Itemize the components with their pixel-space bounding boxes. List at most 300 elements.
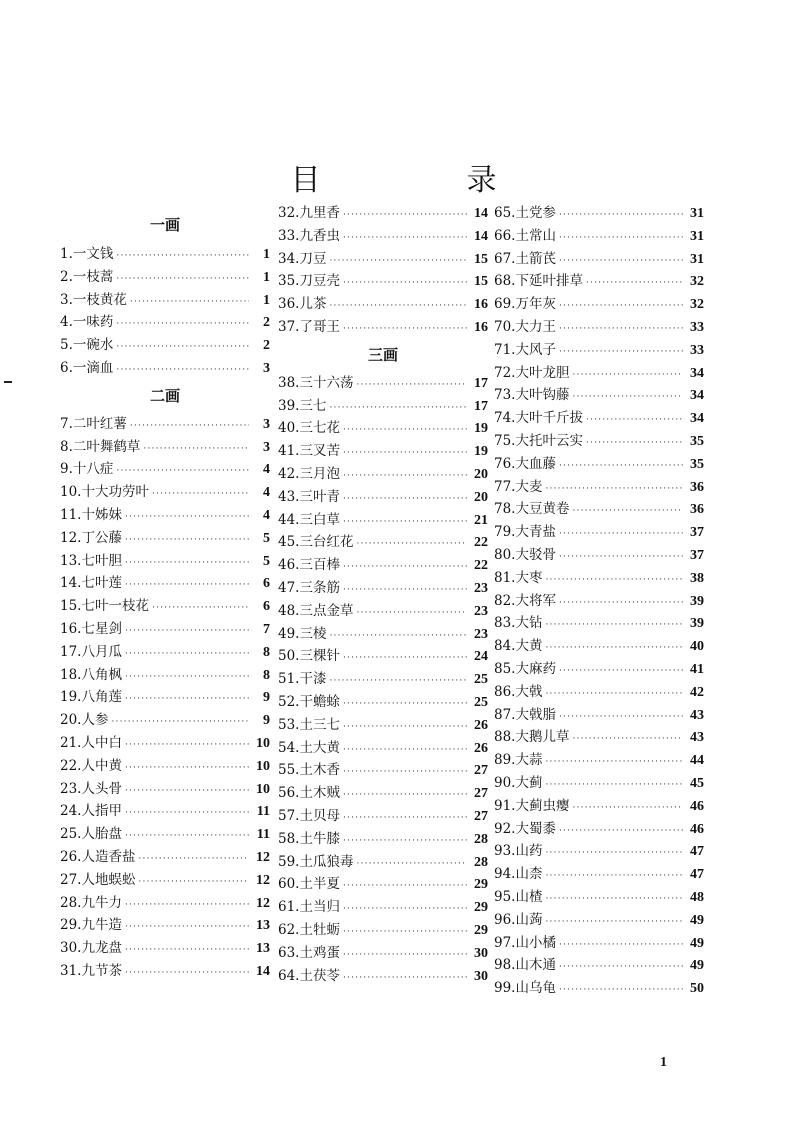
entry-page-number: 29 — [474, 922, 488, 938]
toc-entry[interactable] — [60, 527, 270, 550]
entry-title: 土牛膝 — [299, 830, 340, 847]
entry-number: 16. — [60, 620, 82, 637]
entry-title: 人中黄 — [81, 757, 122, 774]
entry-number: 12. — [60, 529, 82, 546]
dot-leader — [545, 842, 683, 865]
dot-leader — [559, 820, 683, 843]
dot-leader — [343, 830, 467, 853]
dot-leader — [559, 455, 683, 478]
dot-leader — [125, 894, 249, 917]
dot-leader — [138, 871, 249, 894]
toc-entry[interactable] — [60, 311, 270, 334]
dot-leader — [559, 318, 683, 341]
entry-title: 大麻药 — [515, 660, 556, 677]
entry-number: 73. — [494, 387, 516, 404]
entry-page-number: 9 — [263, 690, 270, 706]
dot-leader — [343, 944, 467, 967]
entry-page-number: 36 — [690, 479, 704, 495]
entry-title: 九香虫 — [299, 227, 340, 244]
entry-page-number: 30 — [474, 945, 488, 961]
toc-entry[interactable] — [60, 800, 270, 823]
entry-number: 62. — [278, 921, 300, 938]
dot-leader — [111, 711, 249, 734]
toc-entry[interactable] — [60, 357, 270, 380]
dot-leader — [116, 245, 249, 268]
toc-entry[interactable] — [494, 362, 704, 385]
toc-entry[interactable] — [494, 498, 704, 521]
entry-page-number: 39 — [690, 616, 704, 632]
dot-leader — [343, 488, 467, 511]
entry-title: 山楂 — [515, 888, 543, 905]
dot-leader — [356, 602, 467, 625]
entry-page-number: 46 — [690, 798, 704, 814]
entry-number: 75. — [494, 432, 516, 449]
toc-entry[interactable] — [278, 531, 488, 554]
entry-title: 九节茶 — [81, 962, 122, 979]
entry-number: 46. — [278, 557, 300, 574]
dot-leader — [343, 647, 467, 670]
dot-leader — [343, 227, 467, 250]
entry-page-number: 32 — [690, 297, 704, 313]
entry-number: 59. — [278, 853, 300, 870]
entry-title: 三棵针 — [299, 648, 340, 665]
toc-entry[interactable] — [60, 892, 270, 915]
toc-entry[interactable] — [60, 755, 270, 778]
entry-title: 儿茶 — [299, 296, 327, 313]
toc-entry[interactable] — [278, 668, 488, 691]
entry-page-number: 43 — [690, 707, 704, 723]
dot-leader — [116, 460, 249, 483]
entry-title: 土常山 — [515, 227, 556, 244]
toc-entry[interactable] — [278, 225, 488, 248]
dot-leader — [586, 432, 683, 455]
entry-page-number: 32 — [690, 274, 704, 290]
entry-number: 56. — [278, 785, 300, 802]
entry-title: 大麦 — [515, 478, 543, 495]
toc-column-3 — [494, 202, 704, 1000]
entry-number: 42. — [278, 465, 300, 482]
entry-number: 41. — [278, 443, 300, 460]
toc-entry[interactable] — [278, 417, 488, 440]
entry-page-number: 37 — [690, 547, 704, 563]
entry-number: 40. — [278, 420, 300, 437]
entry-number: 32. — [278, 205, 300, 221]
toc-entry[interactable] — [60, 266, 270, 289]
entry-title: 山蒟 — [515, 911, 543, 928]
entry-title: 大托叶云实 — [515, 432, 583, 449]
dot-leader — [545, 751, 683, 774]
toc-entry[interactable] — [278, 293, 488, 316]
entry-title: 三叶青 — [299, 488, 340, 505]
toc-entry[interactable] — [60, 664, 270, 687]
entry-number: 2. — [60, 268, 73, 285]
toc-entry[interactable] — [60, 914, 270, 937]
toc-entry[interactable] — [494, 772, 704, 795]
dot-leader — [343, 784, 467, 807]
entry-number: 7. — [60, 415, 73, 432]
dot-leader — [545, 478, 683, 501]
entry-number: 84. — [494, 638, 516, 655]
dot-leader — [125, 916, 249, 939]
entry-title: 一枝黄花 — [72, 291, 127, 308]
toc-entry[interactable] — [60, 869, 270, 892]
entry-page-number: 3 — [263, 439, 270, 455]
entry-number: 3. — [60, 291, 73, 308]
entry-page-number: 50 — [690, 981, 704, 997]
entry-number: 21. — [60, 734, 82, 751]
toc-entry[interactable] — [494, 270, 704, 293]
entry-title: 大蓟 — [515, 774, 543, 791]
entry-page-number: 17 — [474, 375, 488, 391]
entry-number: 74. — [494, 410, 516, 427]
toc-entry[interactable] — [60, 937, 270, 960]
toc-entry[interactable] — [278, 554, 488, 577]
entry-title: 十八症 — [72, 461, 114, 478]
toc-entry[interactable] — [60, 686, 270, 709]
toc-entry[interactable] — [494, 293, 704, 316]
entry-title: 土茯苓 — [299, 967, 340, 984]
entry-number: 27. — [60, 871, 82, 888]
dot-leader — [116, 359, 249, 382]
entry-number: 94. — [494, 866, 516, 883]
entry-number: 89. — [494, 752, 516, 769]
toc-entry[interactable] — [60, 413, 270, 436]
dot-leader — [343, 318, 467, 341]
entry-title: 土半夏 — [299, 876, 340, 893]
entry-page-number: 27 — [474, 763, 488, 779]
entry-number: 6. — [60, 359, 73, 376]
entry-number: 47. — [278, 579, 300, 596]
dot-leader — [559, 341, 683, 364]
dot-leader — [125, 825, 249, 848]
entry-page-number: 28 — [474, 854, 488, 870]
entry-title: 三叉苦 — [299, 443, 340, 460]
entry-title: 大叶千斤拔 — [515, 410, 583, 427]
entry-number: 25. — [60, 826, 82, 843]
toc-entry[interactable] — [60, 458, 270, 481]
toc-entry[interactable] — [278, 270, 488, 293]
dot-leader — [125, 574, 249, 597]
dot-leader — [356, 533, 467, 556]
entry-title: 三七 — [299, 397, 327, 414]
toc-entry[interactable] — [494, 749, 704, 772]
entry-number: 57. — [278, 807, 300, 824]
dot-leader — [545, 637, 683, 660]
toc-entry[interactable] — [60, 436, 270, 459]
entry-title: 丁公藤 — [81, 529, 122, 546]
entry-title: 三百棒 — [299, 557, 340, 574]
toc-entry[interactable] — [60, 481, 270, 504]
entry-page-number: 3 — [263, 416, 270, 432]
toc-entry[interactable] — [278, 463, 488, 486]
toc-entry[interactable] — [494, 202, 704, 225]
toc-entry[interactable] — [278, 691, 488, 714]
toc-entry[interactable] — [60, 504, 270, 527]
toc-entry[interactable] — [494, 225, 704, 248]
dot-leader — [545, 911, 683, 934]
entry-page-number: 49 — [690, 958, 704, 974]
entry-page-number: 17 — [474, 398, 488, 414]
toc-entry[interactable] — [60, 595, 270, 618]
toc-entry[interactable] — [60, 732, 270, 755]
dot-leader — [329, 670, 467, 693]
toc-entry[interactable] — [278, 623, 488, 646]
entry-title: 一滴血 — [72, 359, 114, 376]
entry-number: 91. — [494, 797, 516, 814]
entry-number: 71. — [494, 341, 516, 358]
entry-number: 22. — [60, 757, 82, 774]
entry-page-number: 4 — [263, 507, 270, 523]
entry-page-number: 27 — [474, 808, 488, 824]
toc-entry[interactable] — [60, 778, 270, 801]
toc-entry[interactable] — [494, 635, 704, 658]
toc-entry[interactable] — [494, 248, 704, 271]
dot-leader — [559, 592, 683, 615]
toc-entry[interactable] — [60, 641, 270, 664]
toc-entry[interactable] — [278, 782, 488, 805]
entry-title: 土贝母 — [299, 807, 340, 824]
toc-entry[interactable] — [494, 407, 704, 430]
entry-page-number: 1 — [263, 247, 270, 262]
entry-page-number: 22 — [474, 558, 488, 574]
entry-number: 64. — [278, 967, 300, 984]
entry-title: 土木贼 — [299, 785, 340, 802]
toc-entry[interactable] — [494, 977, 704, 1000]
entry-title: 三十六荡 — [299, 374, 354, 391]
entry-page-number: 49 — [690, 935, 704, 951]
entry-page-number: 10 — [256, 735, 270, 751]
dot-leader — [343, 556, 467, 579]
toc-entry[interactable] — [494, 453, 704, 476]
entry-title: 土鸡蛋 — [299, 944, 340, 961]
entry-title: 八月瓜 — [81, 643, 122, 660]
toc-entry[interactable] — [278, 805, 488, 828]
toc-entry[interactable] — [60, 618, 270, 641]
entry-page-number: 31 — [690, 206, 704, 221]
toc-entry[interactable] — [60, 243, 270, 266]
entry-page-number: 11 — [256, 804, 270, 820]
dot-leader — [343, 511, 467, 534]
toc-entry[interactable] — [494, 384, 704, 407]
toc-entry[interactable] — [60, 709, 270, 732]
toc-entry[interactable] — [494, 612, 704, 635]
entry-page-number: 12 — [256, 872, 270, 888]
toc-entry[interactable] — [60, 846, 270, 869]
entry-page-number: 33 — [690, 319, 704, 335]
entry-page-number: 25 — [474, 694, 488, 710]
entry-title: 一味药 — [72, 314, 114, 331]
entry-title: 大蜀黍 — [515, 820, 556, 837]
entry-number: 87. — [494, 706, 516, 723]
toc-entry[interactable] — [494, 430, 704, 453]
entry-page-number: 34 — [690, 411, 704, 427]
toc-entry[interactable] — [494, 316, 704, 339]
entry-title: 十姊妹 — [81, 506, 122, 523]
toc-entry[interactable] — [494, 840, 704, 863]
dot-leader — [138, 848, 249, 871]
entry-title: 刀豆 — [299, 250, 327, 267]
entry-page-number: 25 — [474, 672, 488, 688]
toc-entry[interactable] — [278, 395, 488, 418]
entry-title: 大风子 — [515, 341, 556, 358]
entry-page-number: 30 — [474, 968, 488, 984]
toc-entry[interactable] — [60, 289, 270, 312]
toc-entry[interactable] — [494, 886, 704, 909]
entry-title: 大青盐 — [515, 524, 556, 541]
page-title: 目 录 — [290, 163, 555, 199]
entry-page-number: 16 — [474, 297, 488, 313]
entry-title: 山木通 — [515, 957, 556, 974]
toc-entry[interactable] — [278, 509, 488, 532]
entry-page-number: 5 — [263, 553, 270, 569]
entry-page-number: 38 — [690, 570, 704, 586]
dot-leader — [343, 442, 467, 465]
toc-entry[interactable] — [278, 440, 488, 463]
entry-title: 人指甲 — [81, 803, 122, 820]
entry-page-number: 6 — [263, 576, 270, 592]
entry-page-number: 44 — [690, 753, 704, 769]
entry-number: 92. — [494, 820, 516, 837]
toc-entry[interactable] — [278, 759, 488, 782]
toc-entry[interactable] — [494, 681, 704, 704]
entry-title: 九龙盘 — [81, 940, 122, 957]
toc-entry[interactable] — [60, 550, 270, 573]
toc-entry[interactable] — [60, 572, 270, 595]
entry-page-number: 1 — [263, 292, 270, 308]
entry-page-number: 14 — [256, 963, 270, 979]
entry-number: 66. — [494, 227, 516, 244]
toc-entry[interactable] — [278, 248, 488, 271]
toc-entry[interactable] — [494, 704, 704, 727]
toc-entry[interactable] — [278, 645, 488, 668]
toc-entry[interactable] — [494, 932, 704, 955]
entry-title: 人地蜈蚣 — [81, 871, 136, 888]
entry-number: 9. — [60, 461, 73, 478]
entry-number: 15. — [60, 598, 82, 615]
entry-number: 76. — [494, 455, 516, 472]
entry-title: 土党参 — [515, 205, 556, 221]
entry-page-number: 34 — [690, 365, 704, 381]
entry-number: 38. — [278, 374, 300, 391]
entry-number: 51. — [278, 671, 300, 688]
toc-entry[interactable] — [278, 714, 488, 737]
toc-entry[interactable] — [278, 486, 488, 509]
entry-number: 23. — [60, 780, 82, 797]
entry-title: 三月泡 — [299, 465, 340, 482]
entry-number: 88. — [494, 729, 516, 746]
dot-leader — [343, 272, 467, 295]
toc-entry[interactable] — [278, 316, 488, 339]
entry-title: 三七花 — [299, 420, 340, 437]
entry-title: 万年灰 — [515, 296, 556, 313]
entry-number: 30. — [60, 940, 82, 957]
entry-title: 三条筋 — [299, 579, 340, 596]
toc-entry[interactable] — [278, 737, 488, 760]
dot-leader — [143, 438, 249, 461]
entry-number: 61. — [278, 899, 300, 916]
toc-entry[interactable] — [278, 828, 488, 851]
toc-entry[interactable] — [494, 658, 704, 681]
entry-page-number: 40 — [690, 639, 704, 655]
entry-number: 39. — [278, 397, 300, 414]
toc-entry[interactable] — [494, 954, 704, 977]
toc-entry[interactable] — [494, 795, 704, 818]
toc-entry[interactable] — [60, 334, 270, 357]
entry-page-number: 5 — [263, 530, 270, 546]
entry-title: 一文钱 — [72, 246, 114, 262]
dot-leader — [343, 967, 467, 990]
toc-entry[interactable] — [278, 202, 488, 225]
toc-entry[interactable] — [494, 521, 704, 544]
dot-leader — [343, 898, 467, 921]
entry-title: 人造香盐 — [81, 848, 136, 865]
entry-number: 28. — [60, 894, 82, 911]
toc-entry[interactable] — [494, 590, 704, 613]
entry-page-number: 35 — [690, 433, 704, 449]
entry-number: 79. — [494, 524, 516, 541]
toc-entry[interactable] — [278, 372, 488, 395]
entry-page-number: 23 — [474, 580, 488, 596]
toc-entry[interactable] — [60, 823, 270, 846]
margin-mark — [4, 381, 12, 383]
entry-page-number: 37 — [690, 525, 704, 541]
entry-title: 人胎盘 — [81, 826, 122, 843]
dot-leader — [125, 506, 249, 529]
toc-entry[interactable] — [278, 851, 488, 874]
entry-number: 96. — [494, 911, 516, 928]
entry-title: 九里香 — [299, 205, 340, 221]
toc-entry[interactable] — [494, 726, 704, 749]
dot-leader — [343, 204, 467, 227]
toc-entry[interactable] — [494, 567, 704, 590]
toc-entry[interactable] — [278, 896, 488, 919]
entry-title: 下延叶排草 — [515, 273, 583, 290]
dot-leader — [329, 250, 467, 273]
dot-leader — [356, 374, 467, 397]
toc-entry[interactable] — [60, 960, 270, 983]
entry-page-number: 21 — [474, 512, 488, 528]
entry-page-number: 46 — [690, 821, 704, 837]
entry-title: 大将军 — [515, 592, 556, 609]
entry-number: 5. — [60, 337, 73, 354]
toc-entry[interactable] — [494, 544, 704, 567]
entry-title: 干蟾蜍 — [299, 693, 340, 710]
toc-entry[interactable] — [278, 942, 488, 965]
entry-number: 81. — [494, 569, 516, 586]
dot-leader — [343, 761, 467, 784]
toc-entry[interactable] — [494, 818, 704, 841]
entry-title: 九牛力 — [81, 894, 122, 911]
toc-entry[interactable] — [278, 577, 488, 600]
entry-title: 土木香 — [299, 762, 340, 779]
toc-entry[interactable] — [278, 600, 488, 623]
entry-page-number: 15 — [474, 251, 488, 267]
entry-title: 九牛造 — [81, 917, 122, 934]
dot-leader — [559, 956, 683, 979]
entry-page-number: 33 — [690, 342, 704, 358]
toc-entry[interactable] — [494, 909, 704, 932]
toc-entry[interactable] — [494, 863, 704, 886]
toc-entry[interactable] — [278, 873, 488, 896]
toc-entry[interactable] — [494, 476, 704, 499]
dot-leader — [125, 688, 249, 711]
toc-entry[interactable] — [494, 339, 704, 362]
dot-leader — [343, 875, 467, 898]
entry-number: 78. — [494, 501, 516, 518]
entry-title: 大豆黄卷 — [515, 501, 570, 518]
toc-entry[interactable] — [278, 919, 488, 942]
toc-entry[interactable] — [278, 965, 488, 988]
